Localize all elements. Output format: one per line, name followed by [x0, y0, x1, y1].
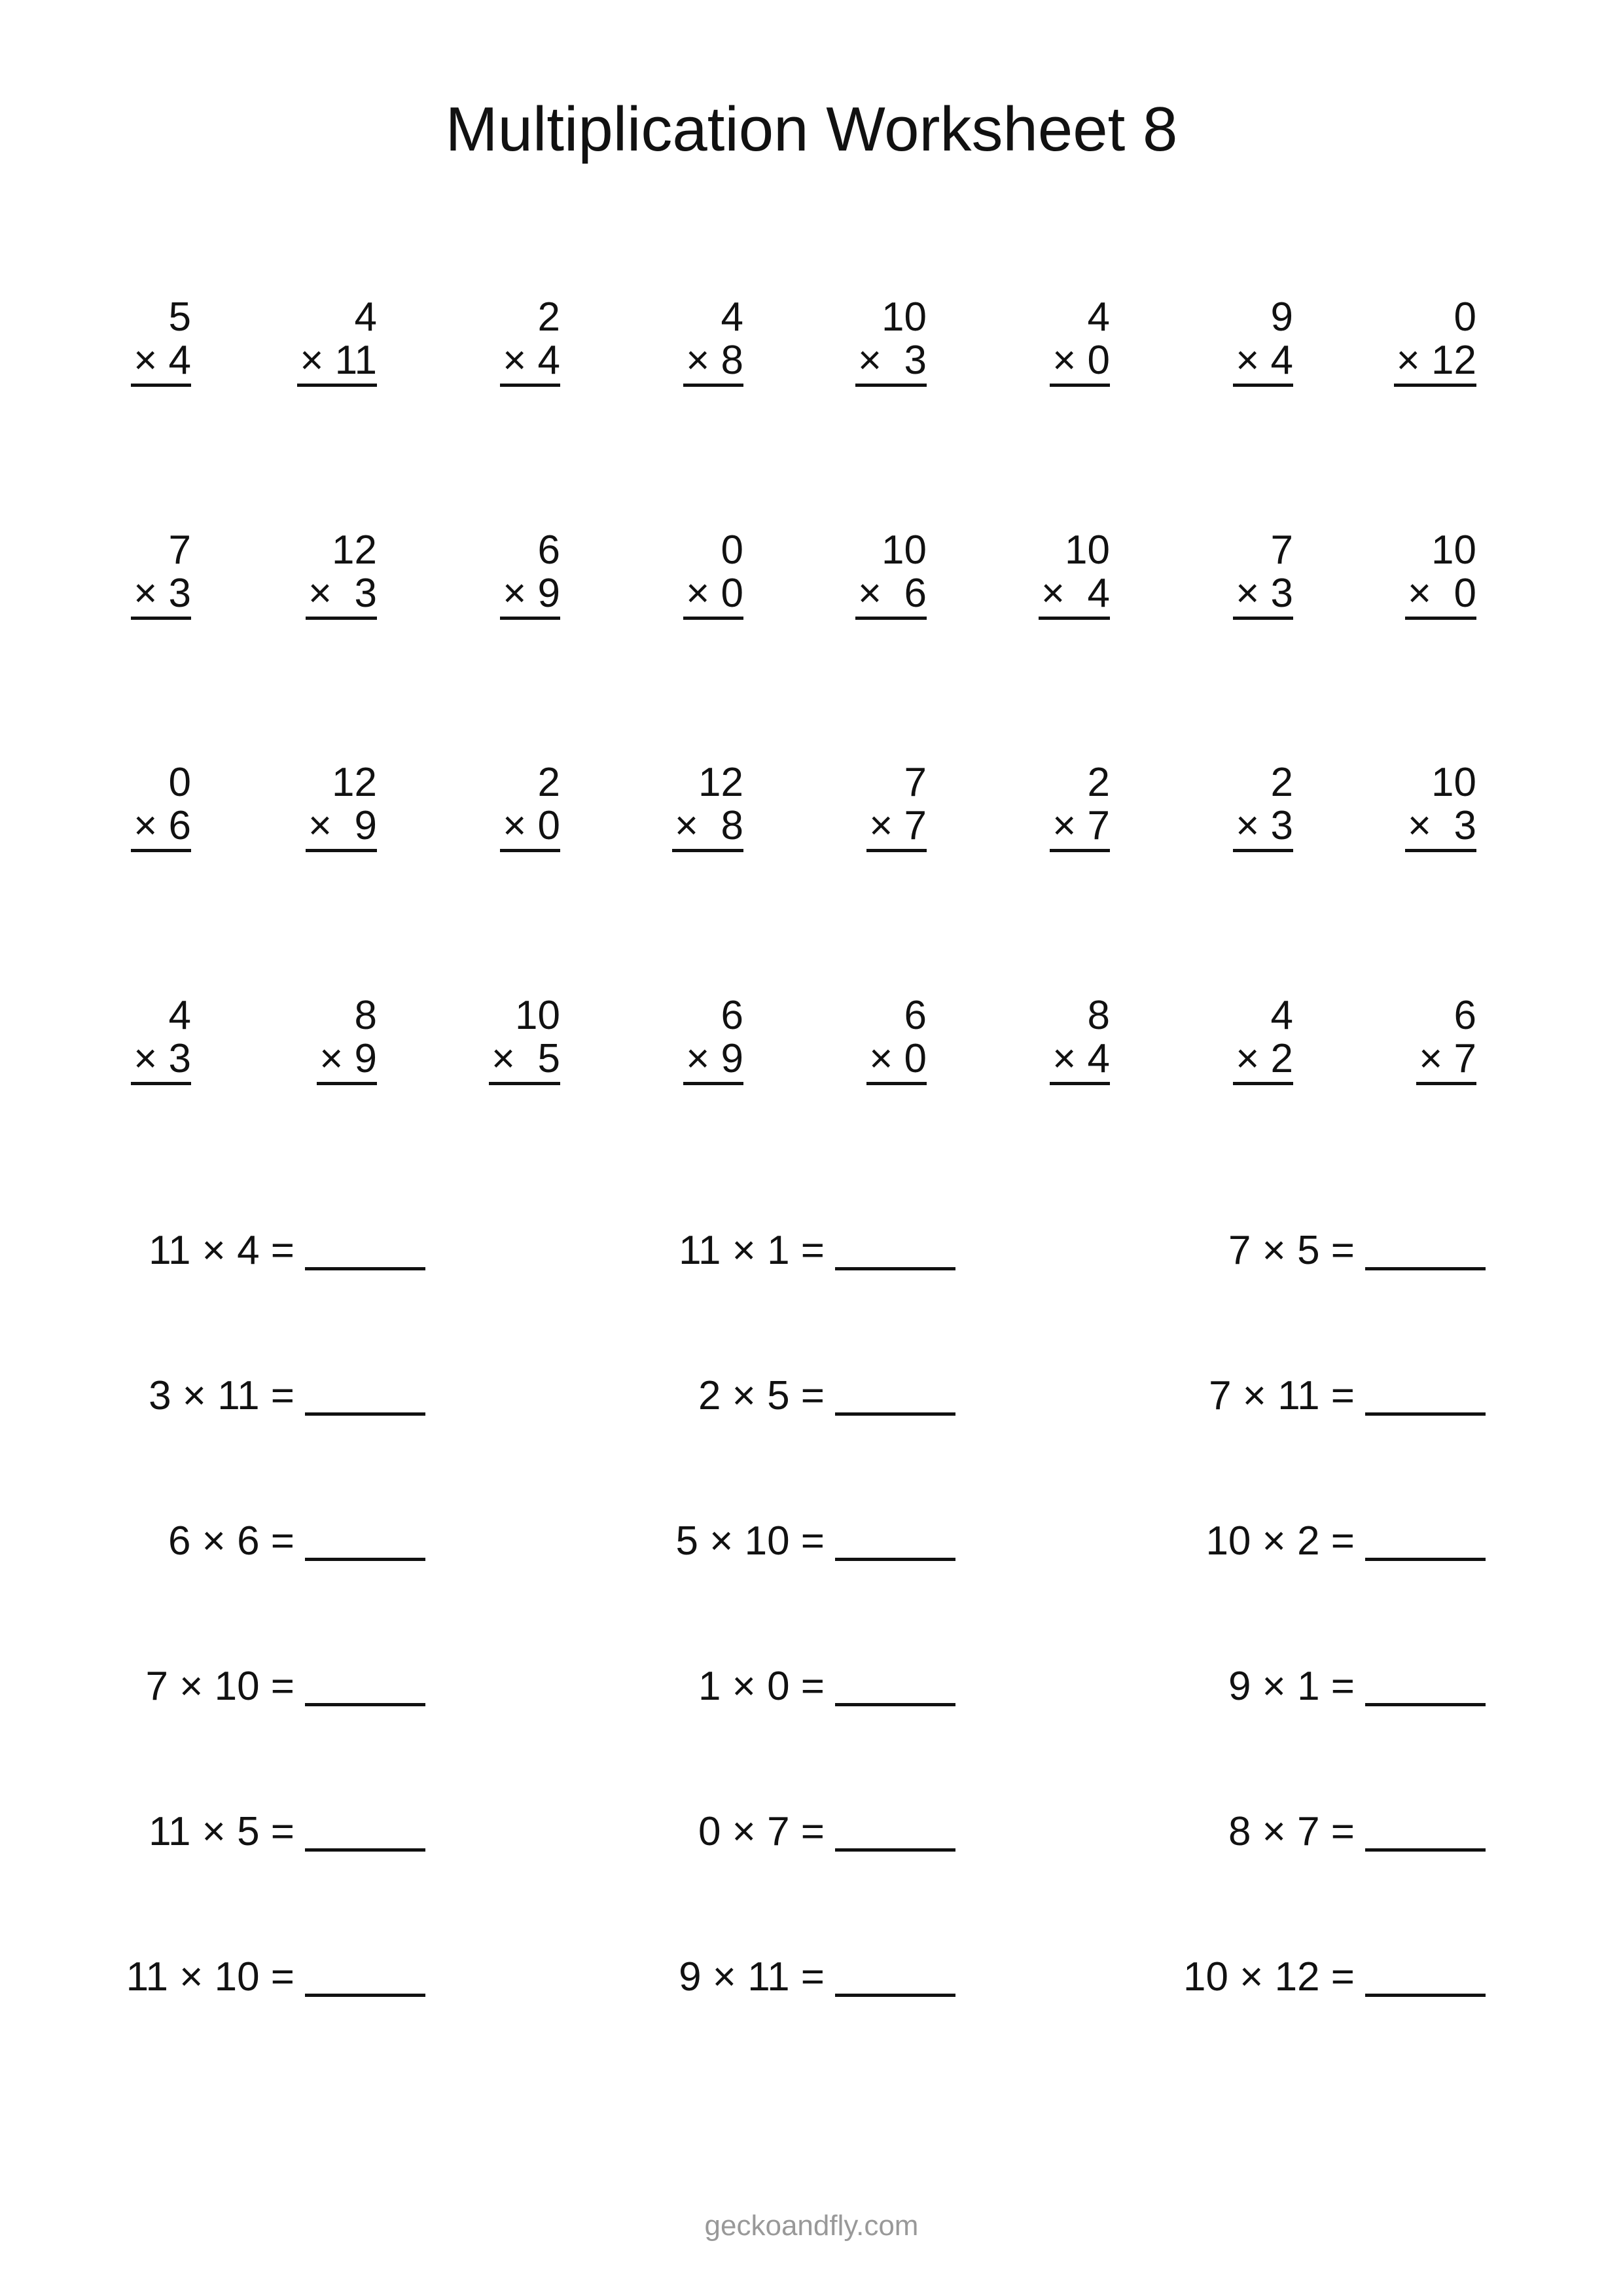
multiplier: × 4: [1041, 571, 1110, 616]
multiplier: × 0: [503, 803, 560, 848]
multiplier: × 0: [869, 1036, 927, 1081]
footer-site: geckoandfly.com: [704, 2210, 919, 2242]
multiplier: × 0: [1052, 338, 1110, 383]
answer-line: [855, 384, 927, 387]
multiplicand: 12: [332, 528, 377, 573]
vertical-problem: [86, 296, 191, 382]
multiplicand: 4: [721, 295, 743, 340]
answer-line: [1233, 1082, 1293, 1085]
vertical-problem: [1005, 761, 1110, 848]
vertical-problem: [1005, 529, 1110, 615]
horizontal-problem: [85, 1367, 425, 1426]
answer-line: [683, 384, 743, 387]
vertical-problem: [1372, 529, 1476, 615]
vertical-problem: [272, 761, 377, 848]
multiplicand: 9: [1270, 295, 1293, 340]
horizontal-problem: [1145, 1803, 1486, 1861]
equation: 11 × 4 =: [149, 1228, 294, 1273]
equation: 10 × 2 =: [1205, 1518, 1355, 1564]
multiplicand: 2: [537, 760, 560, 805]
multiplicand: 10: [515, 993, 560, 1038]
multiplicand: 0: [721, 528, 743, 573]
answer-blank: [1365, 1703, 1486, 1706]
answer-line: [1233, 384, 1293, 387]
vertical-problem: [272, 529, 377, 615]
answer-line: [500, 384, 560, 387]
multiplicand: 8: [1087, 993, 1110, 1038]
answer-line: [317, 1082, 377, 1085]
answer-line: [1405, 617, 1476, 620]
vertical-problem: [822, 529, 927, 615]
answer-line: [306, 849, 377, 852]
multiplicand: 2: [1087, 760, 1110, 805]
multiplier: × 3: [1407, 803, 1476, 848]
answer-blank: [305, 1558, 425, 1561]
answer-blank: [1365, 1558, 1486, 1561]
horizontal-problem: [85, 1221, 425, 1280]
answer-line: [1405, 849, 1476, 852]
equation: 10 × 12 =: [1183, 1954, 1355, 2000]
multiplicand: 2: [1270, 760, 1293, 805]
answer-blank: [835, 1703, 955, 1706]
multiplicand: 7: [904, 760, 927, 805]
equation: 8 × 7 =: [1228, 1809, 1355, 1854]
multiplicand: 12: [698, 760, 743, 805]
vertical-problem: [455, 296, 560, 382]
answer-line: [1039, 617, 1110, 620]
multiplicand: 2: [537, 295, 560, 340]
answer-blank: [1365, 1267, 1486, 1270]
multiplicand: 4: [354, 295, 377, 340]
horizontal-problem: [85, 1948, 425, 2007]
equation: 2 × 5 =: [698, 1373, 825, 1418]
multiplier: × 8: [674, 803, 743, 848]
answer-blank: [835, 1412, 955, 1416]
answer-line: [297, 384, 377, 387]
answer-line: [489, 1082, 560, 1085]
multiplicand: 7: [168, 528, 191, 573]
multiplier: × 3: [1236, 803, 1293, 848]
horizontal-problem: [1145, 1512, 1486, 1571]
multiplicand: 4: [1270, 993, 1293, 1038]
answer-blank: [305, 1703, 425, 1706]
equation: 0 × 7 =: [698, 1809, 825, 1854]
multiplier: × 2: [1236, 1036, 1293, 1081]
equation: 5 × 10 =: [675, 1518, 825, 1564]
multiplier: × 4: [1052, 1036, 1110, 1081]
answer-line: [855, 617, 927, 620]
multiplicand: 0: [1454, 295, 1476, 340]
answer-blank: [835, 1994, 955, 1997]
answer-line: [1233, 849, 1293, 852]
horizontal-problem: [615, 1221, 955, 1280]
vertical-problem: [1005, 994, 1110, 1081]
multiplier: × 3: [134, 1036, 191, 1081]
equation: 9 × 11 =: [679, 1954, 825, 2000]
answer-line: [1233, 617, 1293, 620]
multiplier: × 9: [319, 1036, 377, 1081]
answer-line: [131, 617, 191, 620]
answer-blank: [1365, 1412, 1486, 1416]
vertical-problem: [86, 994, 191, 1081]
multiplicand: 6: [537, 528, 560, 573]
vertical-problem: [272, 296, 377, 382]
worksheet-title: Multiplication Worksheet 8: [445, 94, 1178, 164]
vertical-problem: [639, 994, 743, 1081]
answer-blank: [1365, 1994, 1486, 1997]
horizontal-problem: [1145, 1367, 1486, 1426]
vertical-problem: [455, 529, 560, 615]
equation: 3 × 11 =: [149, 1373, 294, 1418]
horizontal-problem: [1145, 1657, 1486, 1716]
horizontal-problem: [615, 1367, 955, 1426]
answer-blank: [835, 1558, 955, 1561]
multiplier: × 5: [491, 1036, 560, 1081]
multiplier: × 4: [503, 338, 560, 383]
equation: 7 × 10 =: [145, 1664, 294, 1709]
answer-line: [306, 617, 377, 620]
horizontal-problem: [85, 1657, 425, 1716]
multiplier: × 7: [1052, 803, 1110, 848]
multiplicand: 4: [1087, 295, 1110, 340]
multiplier: × 0: [686, 571, 743, 616]
horizontal-problem: [85, 1512, 425, 1571]
multiplier: × 3: [857, 338, 927, 383]
vertical-problem: [1372, 761, 1476, 848]
multiplicand: 10: [1065, 528, 1110, 573]
multiplicand: 12: [332, 760, 377, 805]
vertical-problem: [822, 296, 927, 382]
multiplicand: 8: [354, 993, 377, 1038]
answer-line: [866, 849, 927, 852]
equation: 6 × 6 =: [168, 1518, 294, 1564]
equation: 11 × 1 =: [679, 1228, 825, 1273]
answer-line: [500, 849, 560, 852]
answer-line: [131, 384, 191, 387]
horizontal-problem: [615, 1512, 955, 1571]
vertical-problem: [1188, 296, 1293, 382]
multiplicand: 5: [168, 295, 191, 340]
vertical-problem: [822, 761, 927, 848]
horizontal-problem: [1145, 1948, 1486, 2007]
vertical-problem: [1188, 761, 1293, 848]
multiplier: × 9: [686, 1036, 743, 1081]
multiplier: × 3: [1236, 571, 1293, 616]
vertical-problem: [86, 529, 191, 615]
vertical-problem: [822, 994, 927, 1081]
multiplier: × 7: [1419, 1036, 1476, 1081]
horizontal-problem: [1145, 1221, 1486, 1280]
multiplier: × 7: [869, 803, 927, 848]
multiplicand: 4: [168, 993, 191, 1038]
answer-line: [500, 617, 560, 620]
equation: 9 × 1 =: [1228, 1664, 1355, 1709]
answer-line: [683, 1082, 743, 1085]
vertical-problem: [455, 994, 560, 1081]
multiplier: × 9: [308, 803, 377, 848]
answer-blank: [305, 1412, 425, 1416]
multiplier: × 9: [503, 571, 560, 616]
answer-line: [131, 1082, 191, 1085]
vertical-problem: [639, 761, 743, 848]
multiplier: × 3: [308, 571, 377, 616]
answer-line: [1050, 1082, 1110, 1085]
multiplicand: 6: [721, 993, 743, 1038]
multiplier: × 8: [686, 338, 743, 383]
vertical-problem: [455, 761, 560, 848]
horizontal-problem: [615, 1803, 955, 1861]
vertical-problem: [639, 296, 743, 382]
horizontal-problem: [615, 1657, 955, 1716]
multiplicand: 10: [1431, 528, 1476, 573]
vertical-problem: [1188, 529, 1293, 615]
answer-blank: [835, 1267, 955, 1270]
multiplier: × 6: [857, 571, 927, 616]
horizontal-problem: [615, 1948, 955, 2007]
multiplicand: 6: [1454, 993, 1476, 1038]
answer-blank: [1365, 1848, 1486, 1852]
answer-line: [1394, 384, 1476, 387]
equation: 7 × 5 =: [1228, 1228, 1355, 1273]
vertical-problem: [639, 529, 743, 615]
multiplier: × 11: [300, 338, 377, 383]
equation: 11 × 10 =: [126, 1954, 294, 2000]
multiplicand: 0: [168, 760, 191, 805]
multiplicand: 10: [1431, 760, 1476, 805]
vertical-problem: [1372, 994, 1476, 1081]
vertical-problem: [1005, 296, 1110, 382]
multiplicand: 10: [882, 528, 927, 573]
horizontal-problem: [85, 1803, 425, 1861]
equation: 11 × 5 =: [149, 1809, 294, 1854]
multiplier: × 3: [134, 571, 191, 616]
answer-blank: [305, 1848, 425, 1852]
vertical-problem: [272, 994, 377, 1081]
answer-line: [131, 849, 191, 852]
multiplier: × 4: [1236, 338, 1293, 383]
answer-line: [683, 617, 743, 620]
answer-blank: [305, 1267, 425, 1270]
multiplicand: 10: [882, 295, 927, 340]
answer-line: [1416, 1082, 1476, 1085]
multiplier: × 12: [1396, 338, 1476, 383]
multiplicand: 7: [1270, 528, 1293, 573]
answer-blank: [305, 1994, 425, 1997]
equation: 7 × 11 =: [1209, 1373, 1355, 1418]
equation: 1 × 0 =: [698, 1664, 825, 1709]
multiplier: × 0: [1407, 571, 1476, 616]
answer-blank: [835, 1848, 955, 1852]
multiplicand: 6: [904, 993, 927, 1038]
answer-line: [1050, 849, 1110, 852]
answer-line: [672, 849, 743, 852]
vertical-problem: [86, 761, 191, 848]
multiplier: × 4: [134, 338, 191, 383]
multiplier: × 6: [134, 803, 191, 848]
answer-line: [866, 1082, 927, 1085]
vertical-problem: [1188, 994, 1293, 1081]
vertical-problem: [1372, 296, 1476, 382]
answer-line: [1050, 384, 1110, 387]
